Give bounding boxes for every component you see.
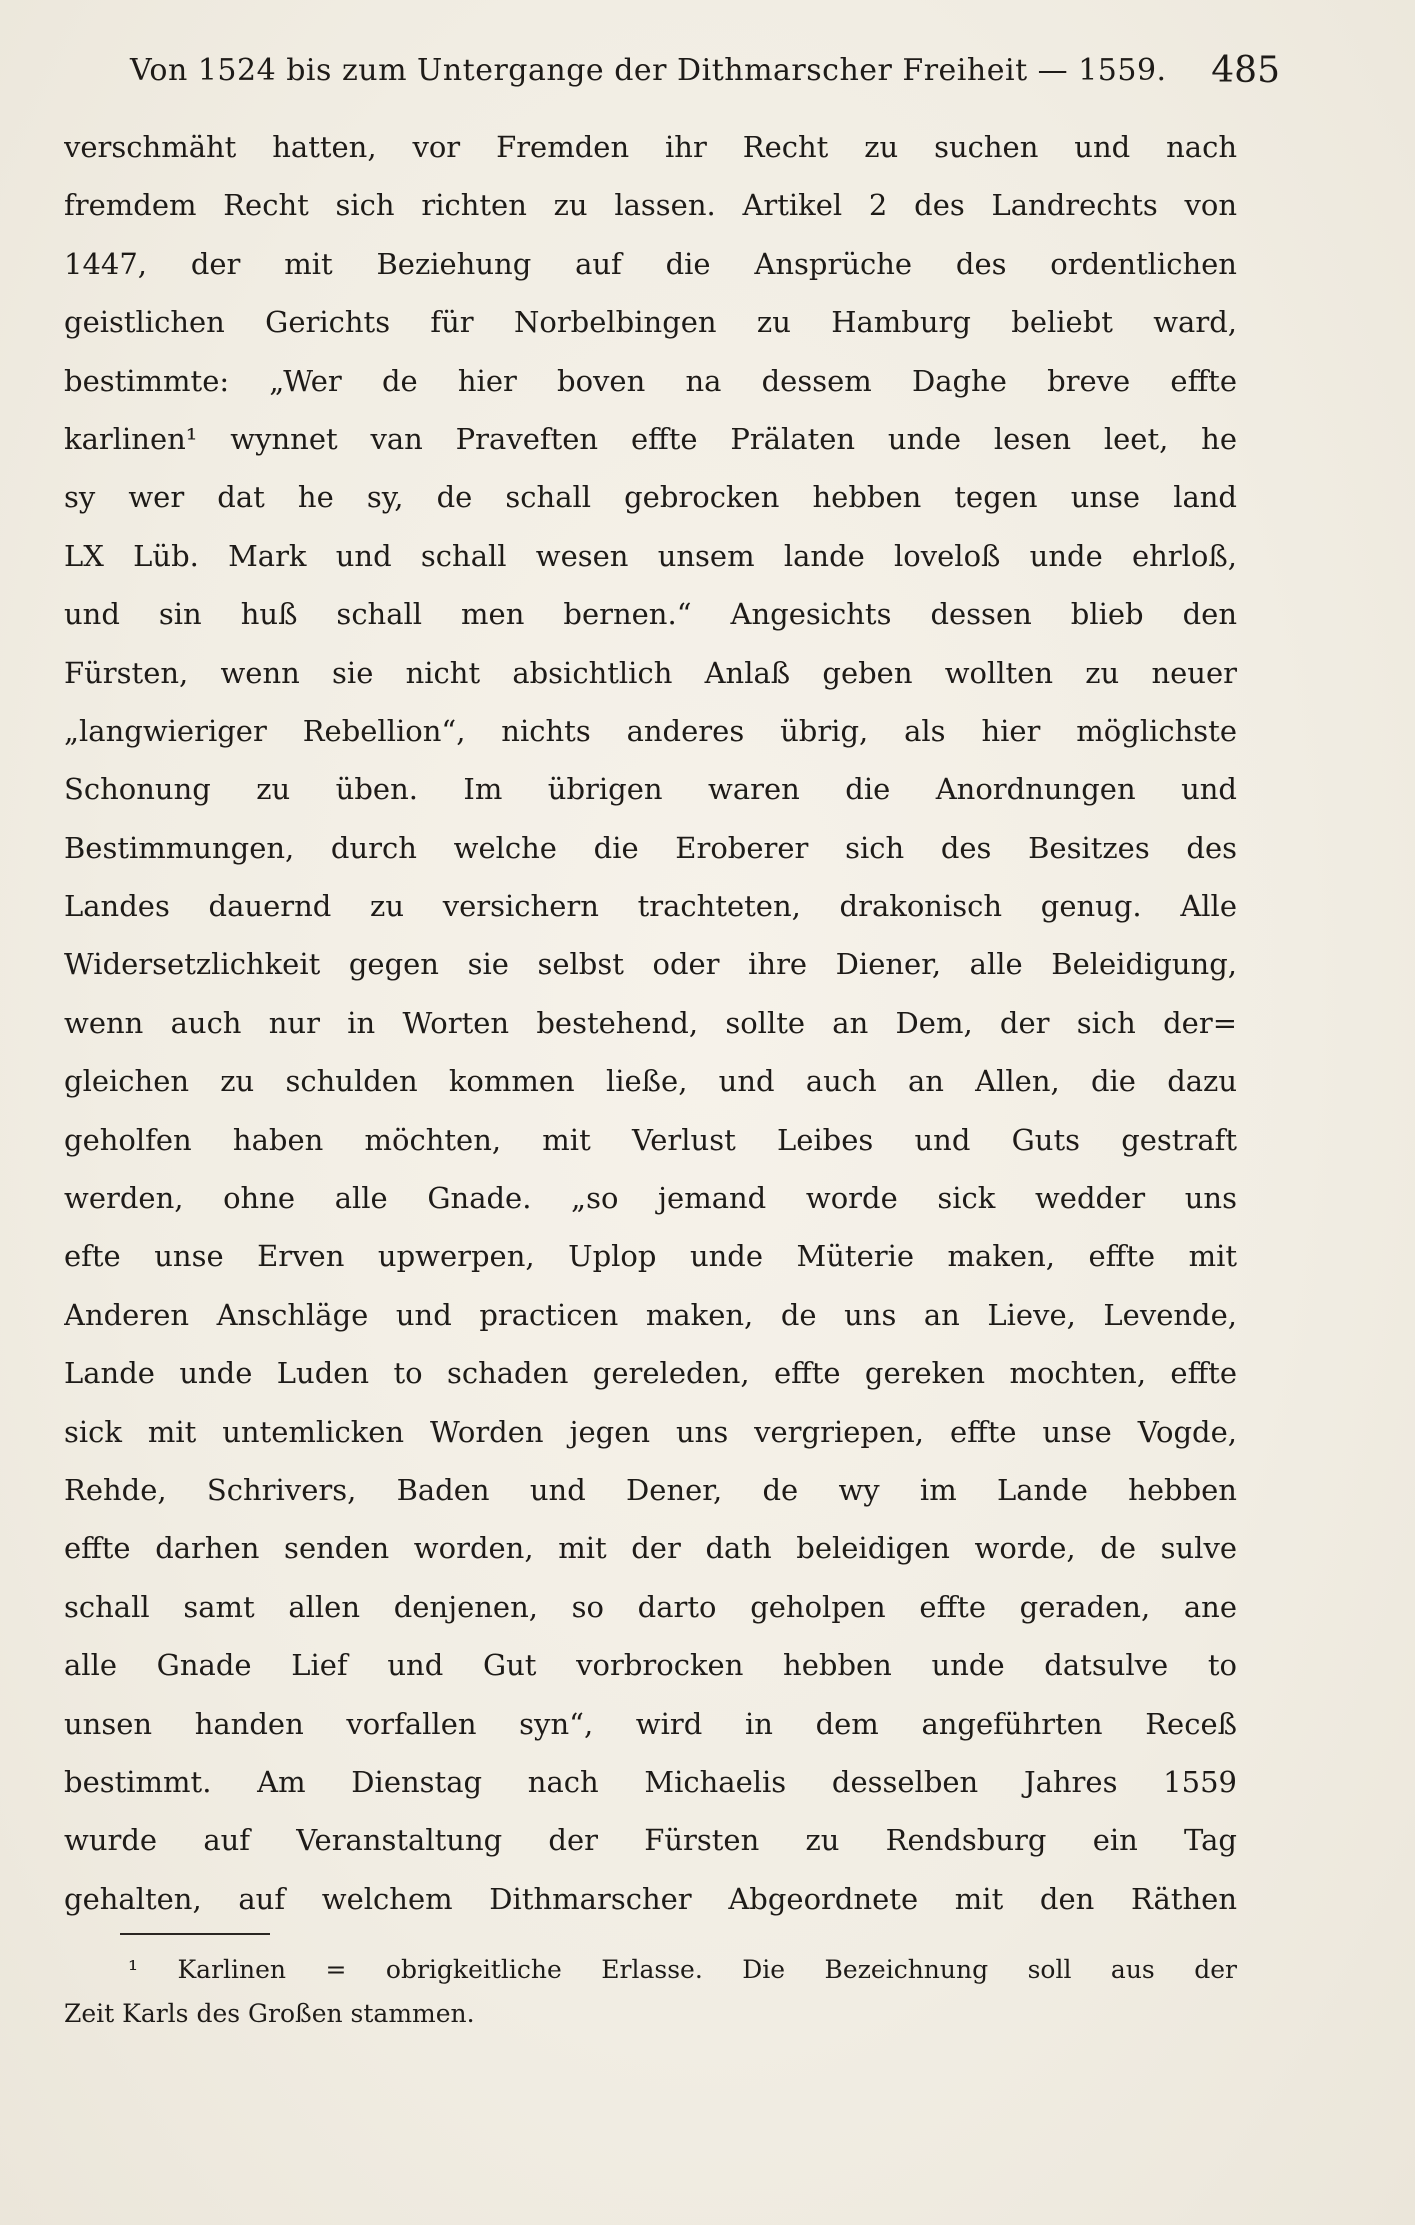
text-line: sick mit untemlicken Worden jegen uns vergriepen, effte unse Vogde, bbox=[64, 1414, 1237, 1449]
body-text bbox=[64, 118, 1237, 1928]
text-line: wurde auf Veranstaltung der Fürsten zu Rendsburg ein Tag bbox=[64, 1823, 1237, 1858]
text-line: geistlichen Gerichts für Norbelbingen zu Hamburg beliebt ward, bbox=[64, 305, 1237, 340]
footnote-line: ¹ Karlinen = obrigkeitliche Erlasse. Die Bezeichnung soll aus der bbox=[128, 1955, 1237, 1984]
text-line: fremdem Recht sich richten zu lassen. Artikel 2 des Landrechts von bbox=[64, 188, 1237, 223]
text-line: LX Lüb. Mark und schall wesen unsem lande loveloß unde ehrloß, bbox=[64, 538, 1237, 573]
text-line: karlinen¹ wynnet van Praveften effte Prälaten unde lesen leet, he bbox=[64, 421, 1237, 456]
text-line: Widersetzlichkeit gegen sie selbst oder ihre Diener, alle Beleidigung, bbox=[64, 947, 1237, 982]
text-line: 1447, der mit Beziehung auf die Ansprüche des ordentlichen bbox=[64, 246, 1237, 281]
text-line: Fürsten, wenn sie nicht absichtlich Anlaß geben wollten zu neuer bbox=[64, 655, 1237, 690]
text-line: geholfen haben möchten, mit Verlust Leibes und Guts gestraft bbox=[64, 1122, 1237, 1157]
text-line: sy wer dat he sy, de schall gebrocken hebben tegen unse land bbox=[64, 480, 1237, 515]
text-line: Bestimmungen, durch welche die Eroberer sich des Besitzes des bbox=[64, 830, 1237, 865]
text-line: und sin huß schall men bernen.“ Angesichts dessen blieb den bbox=[64, 597, 1237, 632]
text-line: wenn auch nur in Worten bestehend, sollte an Dem, der sich der= bbox=[64, 1005, 1237, 1040]
page-number: 485 bbox=[1211, 50, 1280, 91]
text-line: Rehde, Schrivers, Baden und Dener, de wy im Lande hebben bbox=[64, 1472, 1237, 1507]
text-line: Landes dauernd zu versichern trachteten, drakonisch genug. Alle bbox=[64, 889, 1237, 924]
text-line: gehalten, auf welchem Dithmarscher Abgeordnete mit den Räthen bbox=[64, 1881, 1237, 1916]
text-line: verschmäht hatten, vor Fremden ihr Recht zu suchen und nach bbox=[64, 130, 1237, 164]
text-line: werden, ohne alle Gnade. „so jemand worde sick wedder uns bbox=[64, 1181, 1237, 1216]
text-line: bestimmte: „Wer de hier boven na dessem Daghe breve effte bbox=[64, 363, 1237, 398]
text-line: Lande unde Luden to schaden gereleden, effte gereken mochten, effte bbox=[64, 1356, 1237, 1391]
text-line: „langwieriger Rebellion“, nichts anderes übrig, als hier möglichste bbox=[64, 713, 1237, 748]
text-line: alle Gnade Lief und Gut vorbrocken hebben unde datsulve to bbox=[64, 1648, 1237, 1683]
footnote-divider bbox=[120, 1933, 270, 1935]
running-title: Von 1524 bis zum Untergange der Dithmarscher Freiheit — 1559. bbox=[130, 53, 1167, 88]
running-header bbox=[130, 46, 1280, 96]
text-line: Anderen Anschläge und practicen maken, de uns an Lieve, Levende, bbox=[64, 1297, 1237, 1332]
text-line: schall samt allen denjenen, so darto geholpen effte geraden, ane bbox=[64, 1589, 1237, 1624]
footnotes bbox=[64, 1948, 1237, 2036]
text-line: bestimmt. Am Dienstag nach Michaelis desselben Jahres 1559 bbox=[64, 1764, 1237, 1799]
text-line: efte unse Erven upwerpen, Uplop unde Müterie maken, effte mit bbox=[64, 1239, 1237, 1274]
text-line: Schonung zu üben. Im übrigen waren die Anordnungen und bbox=[64, 772, 1237, 807]
text-line: unsen handen vorfallen syn“, wird in dem angeführten Receß bbox=[64, 1706, 1237, 1741]
text-line: effte darhen senden worden, mit der dath beleidigen worde, de sulve bbox=[64, 1531, 1237, 1566]
footnote-line: Zeit Karls des Großen stammen. bbox=[64, 1999, 475, 2028]
text-line: gleichen zu schulden kommen ließe, und auch an Allen, die dazu bbox=[64, 1064, 1237, 1099]
